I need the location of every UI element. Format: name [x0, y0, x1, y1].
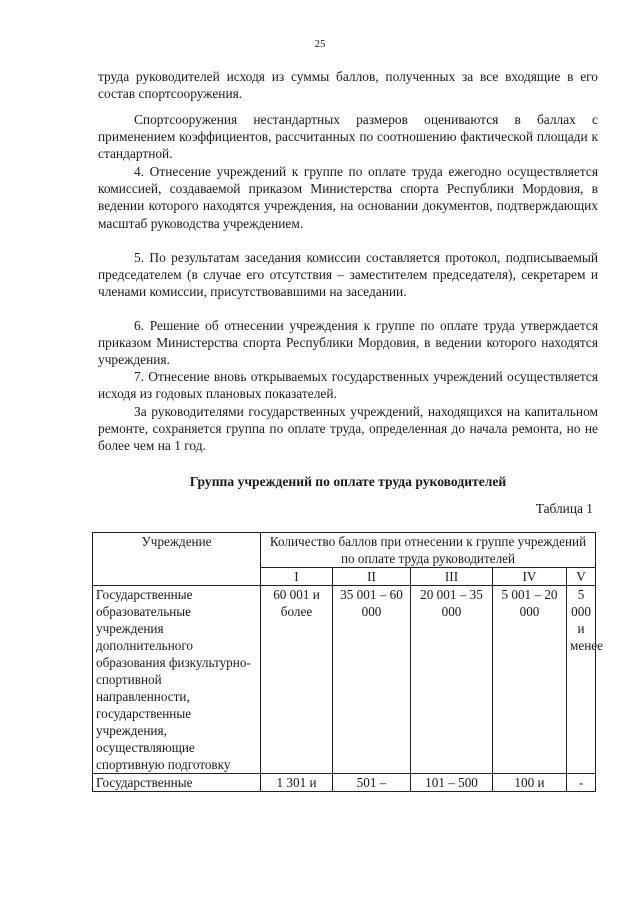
- paragraph-capital-repair: За руководителями государственных учреждений, находящихся на капитальном ремонте, сохраняется группа по оплате труда, определенная до начала ремонта, но не более чем на 1 год.: [98, 404, 598, 454]
- header-group-4: IV: [493, 568, 567, 586]
- row-institution: Государственные: [93, 774, 261, 792]
- paragraph-nonstandard-facilities: Спортсооружения нестандартных размеров оцениваются в баллах с применением коэффициентов, рассчитанных по соотношению фактической площади к стандартной.: [98, 112, 598, 162]
- row-value-group-5: -: [567, 774, 596, 792]
- row-value-group-3: 101 – 500: [411, 774, 493, 792]
- table-header-row: [93, 533, 596, 568]
- section-heading: Группа учреждений по оплате труда руководителей: [189, 474, 507, 489]
- header-group-2: II: [333, 568, 411, 586]
- points-table: [92, 532, 603, 792]
- table-row: [93, 774, 596, 792]
- row-value-group-4: 5 001 – 20 000: [493, 586, 567, 774]
- paragraph-item-4: 4. Отнесение учреждений к группе по оплате труда ежегодно осуществляется комиссией, создаваемой приказом Министерства спорта Республики Мордовия, в ведении которого находятся учреждения, на основании документов, подтверждающих масштаб руководства учреждением.: [98, 164, 598, 231]
- header-group-5: V: [567, 568, 596, 586]
- row-institution: Государственные образовательные учреждения дополнительного образования физкультурно-спортивной направленности, государственные учреждения, осуществляющие спортивную подготовку: [93, 586, 261, 774]
- page-number: 25: [314, 38, 326, 50]
- paragraph-item-5: 5. По результатам заседания комиссии составляется протокол, подписываемый председателем (в случае его отсутствия – заместителем председателя), секретарем и членами комиссии, присутствовавшими на заседании.: [98, 250, 598, 300]
- paragraph-item-7: 7. Отнесение вновь открываемых государственных учреждений осуществляется исходя из годовых плановых показателей.: [98, 369, 598, 402]
- header-institution: Учреждение: [93, 533, 261, 586]
- row-value-group-4: 100 и: [493, 774, 567, 792]
- header-group-3: III: [411, 568, 493, 586]
- table-row: [93, 586, 596, 774]
- paragraph-item-6: 6. Решение об отнесении учреждения к группе по оплате труда утверждается приказом Министерства спорта Республики Мордовия, в ведении которого находятся учреждения.: [98, 318, 598, 368]
- paragraph-continuation: труда руководителей исходя из суммы баллов, полученных за все входящие в его состав спортсооружения.: [98, 69, 598, 102]
- row-value-group-1: 1 301 и: [261, 774, 333, 792]
- table-label: Таблица 1: [535, 501, 593, 516]
- row-value-group-5: 5 000 и менее: [567, 586, 596, 774]
- row-value-group-3: 20 001 – 35 000: [411, 586, 493, 774]
- row-value-group-2: 501 –: [333, 774, 411, 792]
- row-value-group-2: 35 001 – 60 000: [333, 586, 411, 774]
- header-group-1: I: [261, 568, 333, 586]
- row-value-group-1: 60 001 и более: [261, 586, 333, 774]
- header-points: Количество баллов при отнесении к группе учреждений по оплате труда руководителей: [261, 533, 596, 568]
